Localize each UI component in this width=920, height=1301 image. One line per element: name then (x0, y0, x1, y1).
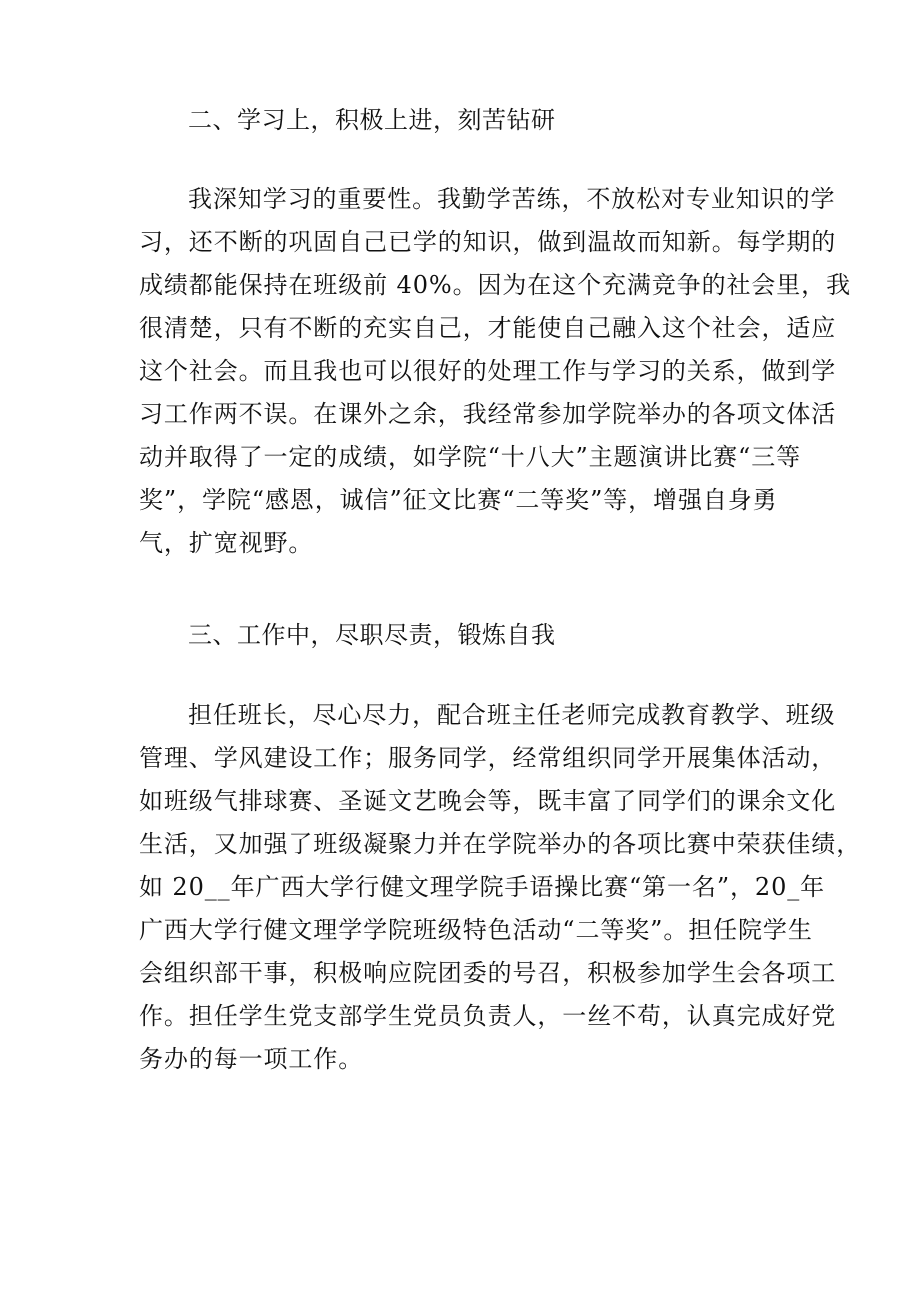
paragraph-line: 习工作两不误。在课外之余，我经常参加学院举办的各项文体活 (139, 400, 837, 428)
paragraph-line: 广西大学行健文理学学院班级特色活动“二等奖”。担任院学生 (139, 916, 813, 944)
paragraph-line: 务办的每一项工作。 (139, 1045, 364, 1073)
paragraph-line: 我深知学习的重要性。我勤学苦练，不放松对专业知识的学 (188, 185, 836, 213)
paragraph-line: 如班级气排球赛、圣诞文艺晚会等，既丰富了同学们的课余文化 (139, 787, 837, 815)
paragraph-line: 奖”，学院“感恩，诚信”征文比赛“二等奖”等，增强自身勇 (139, 486, 778, 514)
paragraph-line: 动并取得了一定的成绩，如学院“十八大”主题演讲比赛“三等 (139, 443, 802, 471)
paragraph-line: 作。担任学生党支部学生党员负责人，一丝不苟，认真完成好党 (139, 1002, 837, 1030)
paragraph-line: 会组织部干事，积极响应院团委的号召，积极参加学生会各项工 (139, 959, 837, 987)
paragraph-line: 很清楚，只有不断的充实自己，才能使自己融入这个社会，适应 (139, 314, 837, 342)
paragraph-line: 这个社会。而且我也可以很好的处理工作与学习的关系，做到学 (139, 357, 837, 385)
paragraph-line: 管理、学风建设工作；服务同学，经常组织同学开展集体活动， (139, 744, 837, 772)
section-3-heading: 三、工作中，尽职尽责，锻炼自我 (188, 621, 556, 649)
paragraph-line: 生活，又加强了班级凝聚力并在学院举办的各项比赛中荣获佳绩， (139, 830, 862, 858)
paragraph-line: 成绩都能保持在班级前 40%。因为在这个充满竞争的社会里，我 (139, 271, 851, 299)
paragraph-line: 担任班长，尽心尽力，配合班主任老师完成教育教学、班级 (188, 701, 836, 729)
section-2-heading: 二、学习上，积极上进，刻苦钻研 (188, 106, 556, 134)
paragraph-line: 气，扩宽视野。 (139, 529, 314, 557)
paragraph-line: 如 20__年广西大学行健文理学院手语操比赛“第一名”，20_年 (139, 873, 826, 901)
paragraph-line: 习，还不断的巩固自己已学的知识，做到温故而知新。每学期的 (139, 228, 837, 256)
